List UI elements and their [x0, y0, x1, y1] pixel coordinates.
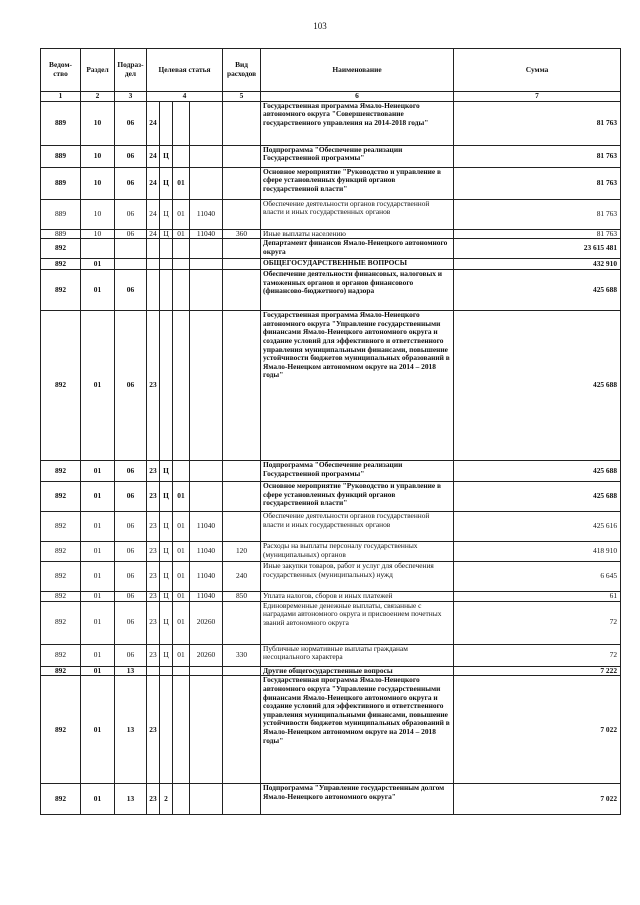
cell-vid-rashodov	[223, 145, 261, 167]
cell-tselevaya-subprogram: Ц	[160, 562, 173, 592]
cell-summa: 6 645	[454, 562, 621, 592]
cell-tselevaya-event	[173, 311, 190, 461]
cell-razdel: 01	[81, 784, 115, 815]
cell-tselevaya-direction	[190, 666, 223, 676]
cell-vedomstvo: 889	[41, 101, 81, 145]
cell-tselevaya-subprogram: Ц	[160, 592, 173, 602]
cell-razdel: 01	[81, 311, 115, 461]
cell-vid-rashodov	[223, 311, 261, 461]
cell-tselevaya-program: 23	[147, 311, 160, 461]
cell-razdel: 10	[81, 101, 115, 145]
cell-tselevaya-program: 23	[147, 562, 160, 592]
cell-tselevaya-direction	[190, 676, 223, 784]
cell-tselevaya-direction	[190, 311, 223, 461]
table-row	[41, 461, 621, 482]
cell-tselevaya-direction: 11040	[190, 592, 223, 602]
column-number-row	[41, 92, 621, 102]
table-row	[41, 676, 621, 784]
table-row	[41, 482, 621, 512]
cell-vedomstvo: 892	[41, 512, 81, 542]
cell-vid-rashodov	[223, 482, 261, 512]
cell-tselevaya-program: 23	[147, 784, 160, 815]
cell-tselevaya-subprogram: Ц	[160, 482, 173, 512]
cell-vid-rashodov	[223, 259, 261, 270]
cell-naimenovanie: Уплата налогов, сборов и иных платежей	[261, 592, 454, 602]
cell-tselevaya-event	[173, 461, 190, 482]
cell-tselevaya-program	[147, 239, 160, 259]
cell-naimenovanie: Публичные нормативные выплаты гражданам несоциального характера	[261, 644, 454, 666]
cell-tselevaya-event	[173, 676, 190, 784]
cell-tselevaya-subprogram	[160, 270, 173, 311]
cell-tselevaya-event	[173, 239, 190, 259]
cell-podrazdel: 13	[115, 784, 147, 815]
cell-vedomstvo: 892	[41, 542, 81, 562]
cell-podrazdel: 06	[115, 542, 147, 562]
cell-tselevaya-program: 24	[147, 229, 160, 239]
cell-tselevaya-direction	[190, 270, 223, 311]
cell-vedomstvo: 889	[41, 167, 81, 199]
cell-vid-rashodov	[223, 784, 261, 815]
cell-razdel: 10	[81, 145, 115, 167]
cell-naimenovanie: ОБЩЕГОСУДАРСТВЕННЫЕ ВОПРОСЫ	[261, 259, 454, 270]
cell-tselevaya-event: 01	[173, 167, 190, 199]
cell-vid-rashodov	[223, 676, 261, 784]
cell-naimenovanie: Подпрограмма "Обеспечение реализации Государственной программы"	[261, 145, 454, 167]
cell-tselevaya-subprogram: Ц	[160, 644, 173, 666]
cell-tselevaya-subprogram	[160, 676, 173, 784]
cell-vedomstvo: 889	[41, 199, 81, 229]
cell-naimenovanie: Обеспечение деятельности финансовых, налоговых и таможенных органов и органов финансового (финансово-бюджетного) надзора	[261, 270, 454, 311]
column-number: 4	[147, 92, 223, 102]
header-vid-rashodov: Вид расходов	[223, 49, 261, 92]
cell-tselevaya-program	[147, 259, 160, 270]
cell-summa: 425 688	[454, 270, 621, 311]
cell-tselevaya-direction: 20260	[190, 601, 223, 644]
cell-tselevaya-program: 24	[147, 199, 160, 229]
cell-vedomstvo: 892	[41, 259, 81, 270]
cell-tselevaya-direction	[190, 482, 223, 512]
table-row	[41, 311, 621, 461]
cell-vedomstvo: 892	[41, 592, 81, 602]
cell-naimenovanie: Государственная программа Ямало-Ненецкого автономного округа "Совершенствование государственного управления на 2014-2018 годы"	[261, 101, 454, 145]
cell-razdel: 10	[81, 199, 115, 229]
cell-summa: 425 688	[454, 482, 621, 512]
header-podrazdel: Подраз-дел	[115, 49, 147, 92]
cell-vid-rashodov: 120	[223, 542, 261, 562]
table-header-row	[41, 49, 621, 92]
cell-tselevaya-subprogram: Ц	[160, 145, 173, 167]
cell-summa: 7 022	[454, 784, 621, 815]
cell-tselevaya-subprogram	[160, 666, 173, 676]
cell-naimenovanie: Единовременные денежные выплаты, связанные с наградами автономного округа и присвоением почетных званий автономного округа	[261, 601, 454, 644]
cell-razdel: 01	[81, 666, 115, 676]
cell-podrazdel: 13	[115, 666, 147, 676]
cell-vid-rashodov: 240	[223, 562, 261, 592]
cell-podrazdel: 06	[115, 482, 147, 512]
cell-tselevaya-event: 01	[173, 592, 190, 602]
cell-vedomstvo: 889	[41, 145, 81, 167]
cell-tselevaya-program: 24	[147, 145, 160, 167]
cell-vedomstvo: 892	[41, 784, 81, 815]
cell-podrazdel: 06	[115, 512, 147, 542]
cell-tselevaya-event: 01	[173, 229, 190, 239]
cell-tselevaya-program	[147, 270, 160, 311]
cell-tselevaya-direction	[190, 461, 223, 482]
cell-vedomstvo: 892	[41, 270, 81, 311]
cell-vedomstvo: 889	[41, 229, 81, 239]
cell-tselevaya-event: 01	[173, 482, 190, 512]
cell-podrazdel: 06	[115, 229, 147, 239]
cell-vid-rashodov: 360	[223, 229, 261, 239]
cell-podrazdel	[115, 239, 147, 259]
table-row	[41, 199, 621, 229]
cell-tselevaya-program: 23	[147, 644, 160, 666]
cell-tselevaya-subprogram: Ц	[160, 512, 173, 542]
cell-tselevaya-event: 01	[173, 199, 190, 229]
cell-tselevaya-direction	[190, 259, 223, 270]
cell-summa: 81 763	[454, 101, 621, 145]
cell-vid-rashodov: 330	[223, 644, 261, 666]
cell-tselevaya-program: 23	[147, 482, 160, 512]
cell-summa: 425 688	[454, 311, 621, 461]
cell-tselevaya-program: 24	[147, 101, 160, 145]
cell-vedomstvo: 892	[41, 562, 81, 592]
cell-tselevaya-direction	[190, 167, 223, 199]
cell-summa: 425 688	[454, 461, 621, 482]
table-row	[41, 601, 621, 644]
cell-summa: 61	[454, 592, 621, 602]
cell-podrazdel: 06	[115, 601, 147, 644]
cell-tselevaya-direction: 11040	[190, 542, 223, 562]
table-row	[41, 542, 621, 562]
cell-tselevaya-program: 23	[147, 676, 160, 784]
cell-podrazdel: 06	[115, 592, 147, 602]
cell-vedomstvo: 892	[41, 461, 81, 482]
cell-razdel: 01	[81, 482, 115, 512]
cell-tselevaya-subprogram: 2	[160, 784, 173, 815]
cell-razdel: 01	[81, 592, 115, 602]
cell-summa: 7 222	[454, 666, 621, 676]
cell-vid-rashodov	[223, 270, 261, 311]
cell-razdel: 01	[81, 512, 115, 542]
cell-summa: 81 763	[454, 199, 621, 229]
cell-razdel: 01	[81, 461, 115, 482]
header-razdel: Раздел	[81, 49, 115, 92]
cell-tselevaya-direction	[190, 784, 223, 815]
table-row	[41, 666, 621, 676]
cell-vid-rashodov	[223, 666, 261, 676]
cell-tselevaya-direction: 20260	[190, 644, 223, 666]
cell-vid-rashodov	[223, 101, 261, 145]
cell-naimenovanie: Подпрограмма "Управление государственным долгом Ямало-Ненецкого автономного округа"	[261, 784, 454, 815]
cell-naimenovanie: Основное мероприятие "Руководство и управление в сфере установленных функций органов государственной власти"	[261, 482, 454, 512]
table-row	[41, 784, 621, 815]
cell-naimenovanie: Государственная программа Ямало-Ненецкого автономного округа "Управление государственными финансами Ямало-Ненецкого автономного округа и создание условий для эффективного и ответственного управления муниципальными финансами, повышение устойчивости бюджетов муниципальных образований в Ямало-Ненецком автономном округе на 2014 – 2018 годы"	[261, 311, 454, 461]
cell-naimenovanie: Основное мероприятие "Руководство и управление в сфере установленных функций органов государственной власти"	[261, 167, 454, 199]
cell-tselevaya-subprogram	[160, 311, 173, 461]
cell-tselevaya-event: 01	[173, 542, 190, 562]
cell-tselevaya-subprogram	[160, 259, 173, 270]
cell-tselevaya-direction: 11040	[190, 229, 223, 239]
table-row	[41, 562, 621, 592]
cell-tselevaya-program	[147, 666, 160, 676]
cell-podrazdel: 06	[115, 145, 147, 167]
cell-vid-rashodov	[223, 167, 261, 199]
cell-naimenovanie: Другие общегосударственные вопросы	[261, 666, 454, 676]
cell-razdel: 01	[81, 270, 115, 311]
cell-vid-rashodov	[223, 461, 261, 482]
cell-tselevaya-direction: 11040	[190, 512, 223, 542]
cell-tselevaya-event	[173, 145, 190, 167]
page-number: 103	[313, 21, 327, 31]
cell-razdel: 01	[81, 542, 115, 562]
cell-razdel: 10	[81, 167, 115, 199]
cell-tselevaya-subprogram: Ц	[160, 167, 173, 199]
cell-podrazdel: 06	[115, 199, 147, 229]
cell-naimenovanie: Обеспечение деятельности органов государственной власти и иных государственных органов	[261, 199, 454, 229]
cell-summa: 72	[454, 644, 621, 666]
cell-tselevaya-event: 01	[173, 562, 190, 592]
cell-razdel: 10	[81, 229, 115, 239]
table-row	[41, 592, 621, 602]
cell-tselevaya-program: 23	[147, 542, 160, 562]
cell-tselevaya-program: 24	[147, 167, 160, 199]
table-row	[41, 512, 621, 542]
cell-tselevaya-event: 01	[173, 601, 190, 644]
cell-summa: 81 763	[454, 229, 621, 239]
cell-podrazdel: 13	[115, 676, 147, 784]
cell-summa: 432 910	[454, 259, 621, 270]
cell-podrazdel: 06	[115, 270, 147, 311]
cell-podrazdel: 06	[115, 461, 147, 482]
table-row	[41, 167, 621, 199]
cell-tselevaya-subprogram: Ц	[160, 542, 173, 562]
cell-razdel: 01	[81, 259, 115, 270]
cell-naimenovanie: Иные выплаты населению	[261, 229, 454, 239]
budget-table	[40, 48, 621, 815]
cell-vid-rashodov: 850	[223, 592, 261, 602]
cell-tselevaya-event	[173, 784, 190, 815]
cell-tselevaya-program: 23	[147, 512, 160, 542]
table-body	[41, 49, 621, 815]
cell-tselevaya-event: 01	[173, 512, 190, 542]
cell-vid-rashodov	[223, 601, 261, 644]
cell-vedomstvo: 892	[41, 644, 81, 666]
cell-tselevaya-subprogram: Ц	[160, 199, 173, 229]
cell-podrazdel: 06	[115, 562, 147, 592]
cell-tselevaya-direction	[190, 239, 223, 259]
cell-tselevaya-direction: 11040	[190, 562, 223, 592]
column-number: 2	[81, 92, 115, 102]
table-row	[41, 145, 621, 167]
table-row	[41, 101, 621, 145]
cell-tselevaya-subprogram	[160, 239, 173, 259]
cell-summa: 425 616	[454, 512, 621, 542]
table-row	[41, 270, 621, 311]
cell-summa: 81 763	[454, 145, 621, 167]
column-number: 7	[454, 92, 621, 102]
cell-tselevaya-subprogram: Ц	[160, 229, 173, 239]
cell-vid-rashodov	[223, 199, 261, 229]
cell-razdel: 01	[81, 601, 115, 644]
column-number: 1	[41, 92, 81, 102]
cell-summa: 81 763	[454, 167, 621, 199]
table-row	[41, 259, 621, 270]
cell-tselevaya-event	[173, 259, 190, 270]
cell-tselevaya-event: 01	[173, 644, 190, 666]
cell-summa: 23 615 481	[454, 239, 621, 259]
cell-naimenovanie: Обеспечение деятельности органов государственной власти и иных государственных органов	[261, 512, 454, 542]
cell-tselevaya-program: 23	[147, 592, 160, 602]
cell-summa: 418 910	[454, 542, 621, 562]
cell-tselevaya-program: 23	[147, 461, 160, 482]
cell-tselevaya-direction	[190, 101, 223, 145]
column-number: 5	[223, 92, 261, 102]
cell-tselevaya-event	[173, 270, 190, 311]
header-naimenovanie: Наименование	[261, 49, 454, 92]
cell-podrazdel: 06	[115, 101, 147, 145]
cell-tselevaya-subprogram	[160, 101, 173, 145]
cell-tselevaya-event	[173, 666, 190, 676]
cell-podrazdel: 06	[115, 167, 147, 199]
cell-podrazdel: 06	[115, 644, 147, 666]
cell-vid-rashodov	[223, 512, 261, 542]
cell-vedomstvo: 892	[41, 666, 81, 676]
cell-tselevaya-direction	[190, 145, 223, 167]
column-number: 3	[115, 92, 147, 102]
header-summa: Сумма	[454, 49, 621, 92]
cell-tselevaya-subprogram: Ц	[160, 601, 173, 644]
cell-vedomstvo: 892	[41, 311, 81, 461]
cell-tselevaya-program: 23	[147, 601, 160, 644]
cell-summa: 7 022	[454, 676, 621, 784]
table-row	[41, 229, 621, 239]
cell-vid-rashodov	[223, 239, 261, 259]
cell-tselevaya-subprogram: Ц	[160, 461, 173, 482]
cell-vedomstvo: 892	[41, 601, 81, 644]
cell-vedomstvo: 892	[41, 482, 81, 512]
table-row	[41, 239, 621, 259]
cell-summa: 72	[454, 601, 621, 644]
header-tselevaya-statya: Целевая статья	[147, 49, 223, 92]
cell-tselevaya-event	[173, 101, 190, 145]
cell-naimenovanie: Департамент финансов Ямало-Ненецкого автономного округа	[261, 239, 454, 259]
column-number: 6	[261, 92, 454, 102]
cell-razdel: 01	[81, 644, 115, 666]
cell-vedomstvo: 892	[41, 676, 81, 784]
cell-naimenovanie: Государственная программа Ямало-Ненецкого автономного округа "Управление государственными финансами Ямало-Ненецкого автономного округа и создание условий для эффективного и ответственного управления муниципальными финансами, повышение устойчивости бюджетов муниципальных образований в Ямало-Ненецком автономном округе на 2014 – 2018 годы"	[261, 676, 454, 784]
cell-razdel	[81, 239, 115, 259]
cell-razdel: 01	[81, 676, 115, 784]
cell-naimenovanie: Расходы на выплаты персоналу государственных (муниципальных) органов	[261, 542, 454, 562]
table-row	[41, 644, 621, 666]
cell-podrazdel	[115, 259, 147, 270]
cell-razdel: 01	[81, 562, 115, 592]
cell-podrazdel: 06	[115, 311, 147, 461]
cell-vedomstvo: 892	[41, 239, 81, 259]
cell-tselevaya-direction: 11040	[190, 199, 223, 229]
cell-naimenovanie: Подпрограмма "Обеспечение реализации Государственной программы"	[261, 461, 454, 482]
cell-naimenovanie: Иные закупки товаров, работ и услуг для обеспечения государственных (муниципальных) нужд	[261, 562, 454, 592]
header-vedomstvo: Ведом-ство	[41, 49, 81, 92]
